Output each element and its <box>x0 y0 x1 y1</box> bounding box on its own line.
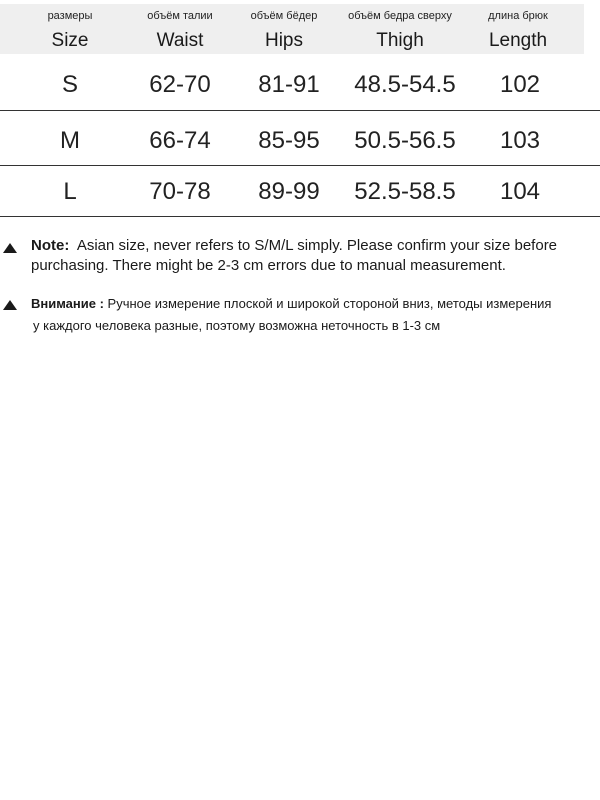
cell-length: 104 <box>499 178 541 205</box>
cell-thigh: 48.5-54.5 <box>354 71 456 98</box>
note-ru-label: Внимание : <box>31 296 104 311</box>
cell-size: M <box>60 127 80 154</box>
note-en-line1: Asian size, never refers to S/M/L simply. Please confirm your size before <box>76 237 558 254</box>
cell-size: L <box>63 178 77 205</box>
header-thigh-en: Thigh <box>376 30 424 51</box>
warning-triangle-icon <box>3 300 17 310</box>
header-waist-en: Waist <box>156 30 204 51</box>
header-thigh-ru: объём бедра сверху <box>348 10 452 22</box>
header-length-ru: длина брюк <box>488 10 548 22</box>
table-row <box>0 58 600 110</box>
cell-waist: 70-78 <box>149 178 211 205</box>
cell-thigh: 52.5-58.5 <box>354 178 456 205</box>
table-row <box>0 165 600 217</box>
note-en-line2: purchasing. There might be 2-3 cm errors due to manual measurement. <box>31 257 506 274</box>
header-size-en: Size <box>51 30 89 51</box>
row-divider <box>0 110 600 111</box>
row-divider <box>0 216 600 217</box>
header-hips-en: Hips <box>264 30 303 51</box>
note-ru-line2: у каждого человека разные, поэтому возможна неточность в 1-3 см <box>33 318 441 333</box>
cell-hips: 81-91 <box>258 71 320 98</box>
table-row <box>0 114 600 166</box>
header-length-en: Length <box>488 30 548 51</box>
cell-waist: 66-74 <box>149 127 211 154</box>
header-waist-ru: объём талии <box>147 10 213 22</box>
note-en-label: Note: <box>31 237 70 254</box>
cell-size: S <box>61 71 78 98</box>
header-hips-ru: объём бёдер <box>250 10 318 22</box>
cell-waist: 62-70 <box>149 71 211 98</box>
table-header <box>0 4 584 54</box>
header-size-ru: размеры <box>47 10 93 22</box>
note-ru-line1: Ручное измерение плоской и широкой стороной вниз, методы измерения <box>107 296 552 311</box>
cell-hips: 89-99 <box>258 178 320 205</box>
cell-thigh: 50.5-56.5 <box>354 127 456 154</box>
cell-length: 103 <box>499 127 541 154</box>
cell-length: 102 <box>499 71 541 98</box>
warning-triangle-icon <box>3 243 17 253</box>
cell-hips: 85-95 <box>258 127 320 154</box>
